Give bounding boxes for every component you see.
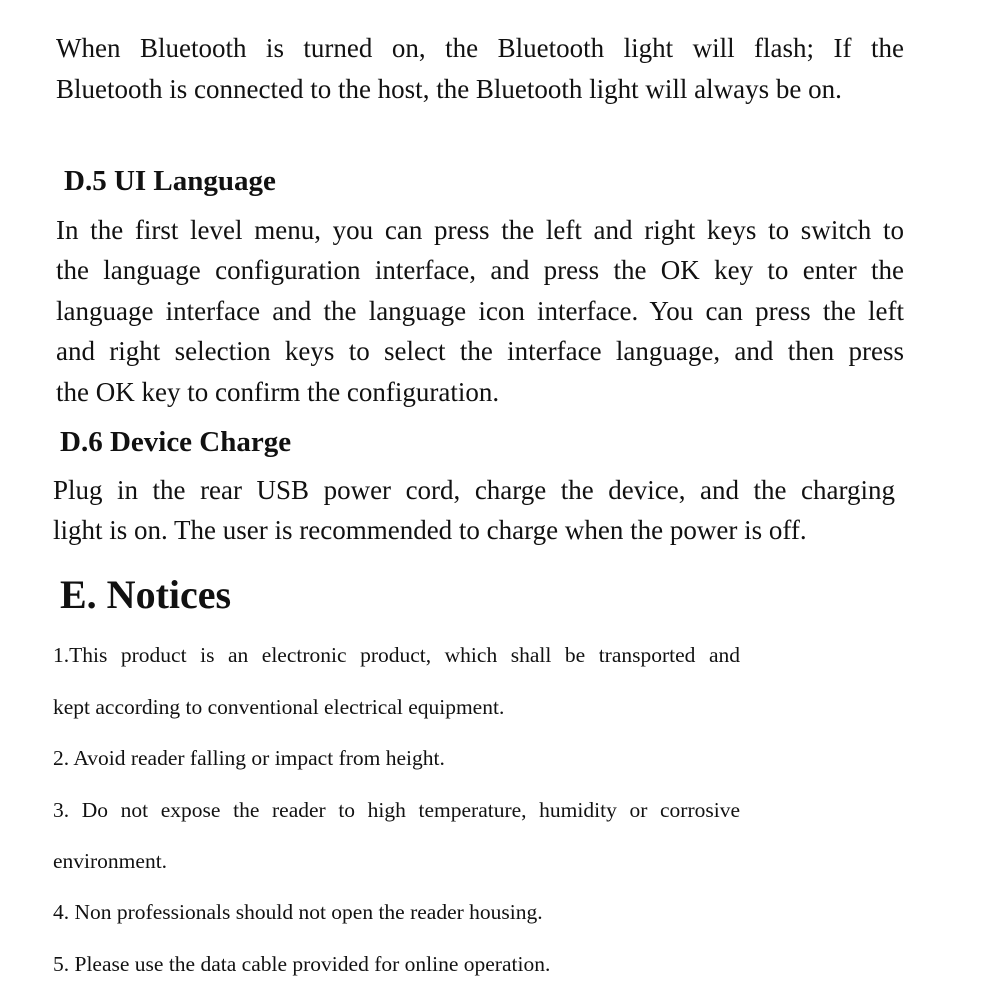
d5-line-5: the OK key to confirm the configuration. — [56, 377, 500, 407]
notice-line-5: environment. — [53, 849, 168, 873]
d5-line-3: language interface and the language icon interface. You can press the left — [56, 296, 904, 326]
heading-e-notices: E. Notices — [60, 572, 232, 617]
d5-line-2: the language configuration interface, and press the OK key to enter the — [56, 255, 904, 285]
d6-line-1: Plug in the rear USB power cord, charge the device, and the charging — [53, 475, 895, 505]
notice-line-2: kept according to conventional electrical equipment. — [53, 695, 505, 719]
notice-line-6: 4. Non professionals should not open the reader housing. — [53, 900, 543, 924]
d5-line-1: In the first level menu, you can press the left and right keys to switch to — [56, 215, 904, 245]
d6-line-2: light is on. The user is recommended to charge when the power is off. — [53, 515, 807, 545]
d5-line-4: and right selection keys to select the interface language, and then press — [56, 336, 904, 366]
notice-line-3: 2. Avoid reader falling or impact from height. — [53, 746, 445, 770]
heading-d6-device-charge: D.6 Device Charge — [60, 426, 292, 458]
intro-line-2: Bluetooth is connected to the host, the Bluetooth light will always be on. — [56, 74, 842, 104]
notice-line-1: 1.This product is an electronic product, which shall be transported and — [53, 643, 740, 667]
heading-d5-ui-language: D.5 UI Language — [64, 165, 276, 197]
intro-line-1: When Bluetooth is turned on, the Bluetooth light will flash; If the — [56, 33, 904, 63]
notice-line-7: 5. Please use the data cable provided for online operation. — [53, 952, 551, 976]
notice-line-4: 3. Do not expose the reader to high temperature, humidity or corrosive — [53, 798, 740, 822]
